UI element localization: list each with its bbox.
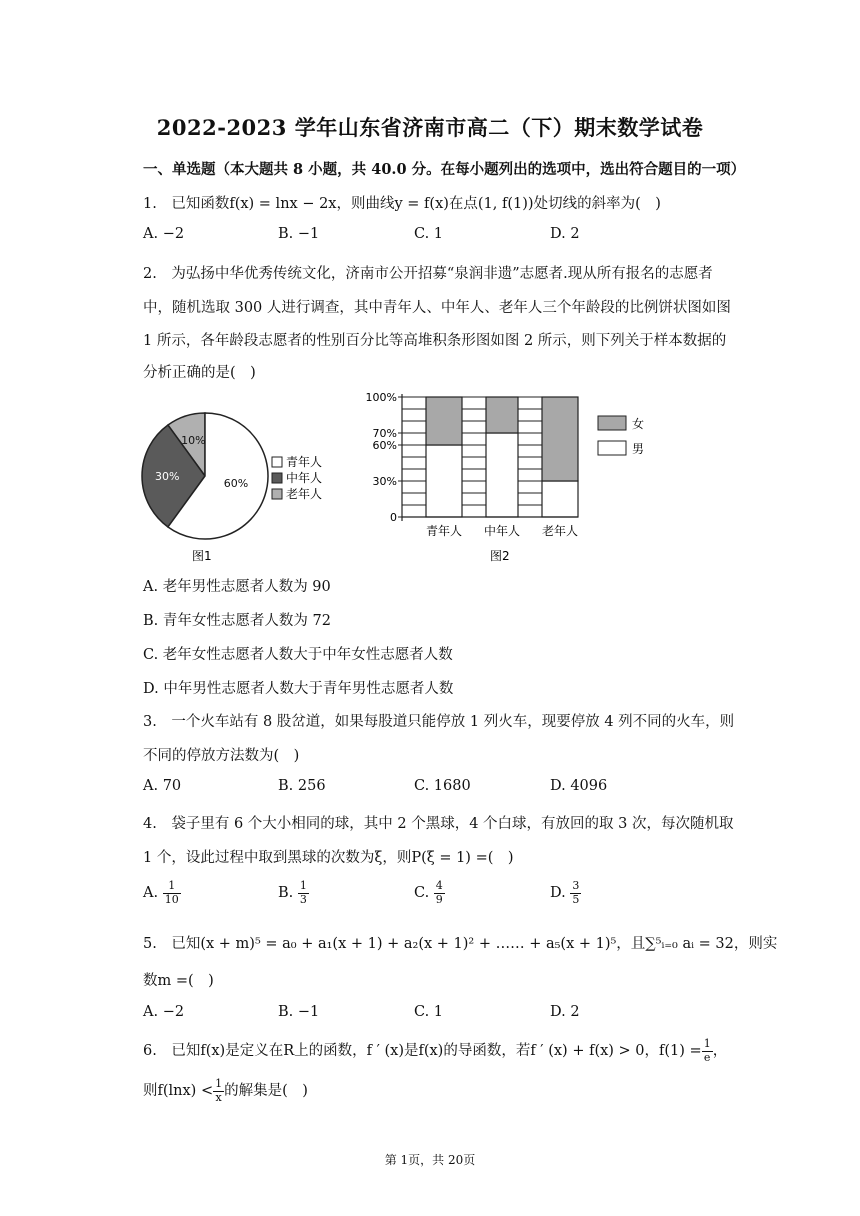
bar-male-senior (542, 481, 578, 517)
q2-option-b: B. 青年女性志愿者人数为 72 (143, 613, 331, 629)
bar-female-senior (542, 397, 578, 481)
question-2-line: 分析正确的是( ) (143, 365, 256, 381)
question-2-line: 2. 为弘扬中华优秀传统文化，济南市公开招募“泉润非遗”志愿者.现从所有报名的志愿者 (143, 266, 713, 282)
y-tick-label: 0 (390, 511, 397, 524)
legend-swatch-male (598, 441, 626, 455)
q3-option-a: A. 70 (143, 778, 182, 794)
q4-option-a (143, 880, 181, 906)
x-tick-label-middle: 中年人 (483, 524, 521, 538)
q3-option-c: C. 1680 (414, 778, 471, 794)
denominator: 3 (299, 892, 307, 906)
q4-option-b (278, 880, 309, 906)
q1-option-a: A. −2 (143, 226, 185, 242)
legend-label-middle: 中年人 (286, 471, 323, 485)
legend-swatch-middle (272, 473, 282, 483)
q4-option-d (550, 880, 581, 906)
pie-label-senior: 10% (181, 434, 206, 448)
q2-option-d: D. 中年男性志愿者人数大于青年男性志愿者人数 (143, 681, 454, 697)
legend-swatch-senior (272, 489, 282, 499)
q3-option-d: D. 4096 (550, 778, 608, 794)
legend-swatch-youth (272, 457, 282, 467)
denominator: 5 (572, 892, 580, 906)
legend-label-youth: 青年人 (286, 455, 323, 469)
figure-2-stacked-bar-chart (358, 386, 668, 566)
denominator: 9 (435, 892, 443, 906)
legend-label-female: 女 (632, 417, 645, 431)
q3-option-b: B. 256 (278, 778, 326, 794)
option-label: A. (143, 885, 159, 902)
question-2-line: 中，随机选取 300 人进行调查，其中青年人、中年人、老年人三个年龄段的比例饼状图如图 (143, 300, 731, 316)
page-footer: 第 1页，共 20页 (384, 1153, 476, 1167)
question-6-line (143, 1038, 727, 1064)
q5-option-b: B. −1 (278, 1004, 320, 1020)
q1-option-b: B. −1 (278, 226, 320, 242)
question-5-line: 数m =( ) (143, 973, 214, 989)
option-label: C. (414, 885, 430, 902)
q6-text: 6. 已知f(x)是定义在R上的函数，f ′ (x)是f(x)的导函数，若f ′ (x) + f(x) > 0，f(1) = (143, 1043, 702, 1060)
numerator: 1 (703, 1037, 711, 1050)
x-tick-label-senior: 老年人 (541, 524, 579, 538)
question-4-line: 1 个，设此过程中取到黑球的次数为ξ，则P(ξ = 1) =( ) (143, 850, 514, 866)
bar-male-youth (426, 445, 462, 517)
option-label: B. (278, 885, 294, 902)
question-6-line (143, 1078, 308, 1104)
numerator: 1 (215, 1077, 223, 1090)
denominator: x (215, 1090, 222, 1104)
q2-option-a: A. 老年男性志愿者人数为 90 (143, 579, 331, 595)
fraction (570, 880, 581, 906)
q6-text: 的解集是( ) (224, 1083, 308, 1100)
y-tick-label: 30% (372, 475, 397, 488)
option-label: D. (550, 885, 566, 902)
pie-label-middle: 30% (154, 470, 180, 483)
legend-label-senior: 老年人 (286, 487, 323, 501)
q4-option-c (414, 880, 445, 906)
section-heading: 一、单选题（本大题共 8 小题，共 40.0 分。在每小题列出的选项中，选出符合题目的一项） (143, 161, 746, 178)
numerator: 1 (299, 879, 307, 892)
numerator: 1 (163, 880, 181, 894)
question-2-line: 1 所示，各年龄段志愿者的性别百分比等高堆积条形图如图 2 所示，则下列关于样本数据的 (143, 333, 727, 349)
fraction (702, 1038, 713, 1064)
question-4-line: 4. 袋子里有 6 个大小相同的球，其中 2 个黑球，4 个白球，有放回的取 3 次，每次随机取 (143, 816, 734, 832)
bar-female-youth (426, 397, 462, 445)
bar-male-middle (486, 433, 518, 517)
q2-option-c: C. 老年女性志愿者人数大于中年女性志愿者人数 (143, 647, 453, 663)
fraction (213, 1078, 224, 1104)
q5-option-a: A. −2 (143, 1004, 185, 1020)
question-5-line: 5. 已知(x + m)⁵ = a₀ + a₁(x + 1) + a₂(x + 1)² + …… + a₅(x + 1)⁵，且∑⁵ᵢ₌₀ aᵢ = 32，则实 (143, 936, 778, 952)
denominator: e (703, 1050, 711, 1064)
q6-text: ， (712, 1043, 728, 1060)
legend-label-male: 男 (632, 442, 645, 456)
pie-legend (272, 454, 322, 501)
y-tick-label: 100% (365, 391, 397, 404)
page-title: 2022-2023 学年山东省济南市高二（下）期末数学试卷 (156, 115, 704, 140)
fraction (434, 880, 445, 906)
numerator: 4 (435, 879, 443, 892)
question-1-stem: 1. 已知函数f(x) = lnx − 2x，则曲线y = f(x)在点(1, f(1))处切线的斜率为( ) (143, 196, 661, 212)
question-3-line: 不同的停放方法数为( ) (143, 748, 300, 764)
q5-option-d: D. 2 (550, 1004, 580, 1020)
pie-label-youth: 60% (223, 476, 249, 490)
bar-female-middle (486, 397, 518, 433)
figure-1-caption: 图1 (192, 549, 212, 563)
figure-2-caption: 图2 (490, 549, 510, 563)
fraction (298, 880, 309, 906)
q1-option-d: D. 2 (550, 226, 580, 242)
figure-1-pie-chart (138, 400, 358, 570)
y-tick-label: 60% (372, 439, 397, 452)
bar-legend (598, 416, 644, 456)
x-tick-label-youth: 青年人 (425, 524, 463, 538)
q5-option-c: C. 1 (414, 1004, 444, 1020)
question-3-line: 3. 一个火车站有 8 股岔道，如果每股道只能停放 1 列火车，现要停放 4 列不同的火车，则 (143, 714, 735, 730)
numerator: 3 (572, 879, 580, 892)
fraction (163, 880, 181, 906)
y-tick-label: 70% (372, 427, 397, 440)
q1-option-c: C. 1 (414, 226, 444, 242)
denominator: 10 (164, 892, 179, 906)
q6-text: 则f(lnx) < (143, 1083, 214, 1100)
legend-swatch-female (598, 416, 626, 430)
